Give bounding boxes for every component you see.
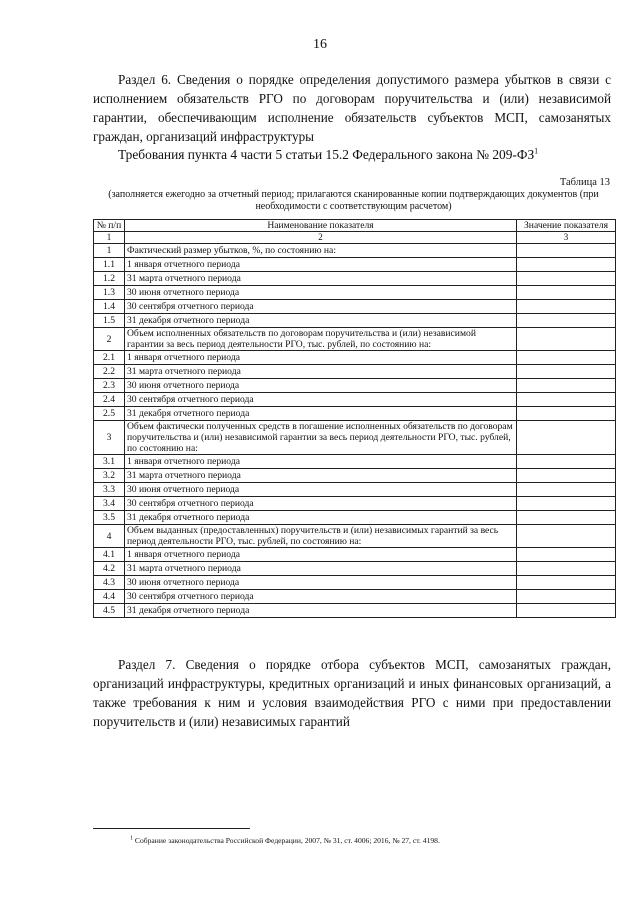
row-name: 30 сентября отчетного периода <box>125 497 517 511</box>
row-value <box>517 351 616 365</box>
row-number: 4.1 <box>94 548 125 562</box>
row-number: 4 <box>94 525 125 548</box>
footnote-divider <box>93 828 250 829</box>
section-6-heading: Раздел 6. Сведения о порядке определения допустимого размера убытков в связи с исполнением обязательств РГО по договорам поручительства и (или) независимой гарантии, обеспечивающим исполнение обязательств субъектов МСП, самозанятых граждан, организаций инфраструктуры <box>93 72 611 144</box>
row-name: 1 января отчетного периода <box>125 548 517 562</box>
row-name: 30 сентября отчетного периода <box>125 590 517 604</box>
row-number: 3.5 <box>94 511 125 525</box>
table-row <box>94 300 616 314</box>
column-number: 1 <box>94 232 125 244</box>
row-value <box>517 590 616 604</box>
table-row <box>94 351 616 365</box>
table-row <box>94 525 616 548</box>
footnote <box>130 836 610 845</box>
page-number: 16 <box>313 37 327 52</box>
row-number: 3 <box>94 421 125 455</box>
table-row <box>94 393 616 407</box>
row-name: 31 марта отчетного периода <box>125 562 517 576</box>
row-value <box>517 244 616 258</box>
row-name: 31 декабря отчетного периода <box>125 407 517 421</box>
row-value <box>517 393 616 407</box>
row-name: 1 января отчетного периода <box>125 455 517 469</box>
row-number: 1.3 <box>94 286 125 300</box>
row-value <box>517 300 616 314</box>
row-name: Объем фактически полученных средств в погашение исполненных обязательств по договорам поручительства и (или) независимой гарантии за весь период деятельности РГО, тыс. рублей, по состоянию на: <box>125 421 517 455</box>
table-row <box>94 455 616 469</box>
table-body <box>94 244 616 618</box>
row-number: 1.1 <box>94 258 125 272</box>
row-name: Объем исполненных обязательств по договорам поручительства и (или) независимой гарантии за весь период деятельности РГО, тыс. рублей, по состоянию на: <box>125 328 517 351</box>
table-row <box>94 258 616 272</box>
row-value <box>517 525 616 548</box>
column-number: 3 <box>517 232 616 244</box>
row-value <box>517 286 616 300</box>
row-name: 31 марта отчетного периода <box>125 272 517 286</box>
table-row <box>94 272 616 286</box>
row-name: 31 марта отчетного периода <box>125 365 517 379</box>
row-value <box>517 511 616 525</box>
row-name: 30 июня отчетного периода <box>125 286 517 300</box>
row-number: 2.1 <box>94 351 125 365</box>
row-value <box>517 328 616 351</box>
row-number: 2.4 <box>94 393 125 407</box>
row-value <box>517 407 616 421</box>
table-row <box>94 328 616 351</box>
row-number: 3.4 <box>94 497 125 511</box>
column-number-row <box>94 232 616 244</box>
table-row <box>94 562 616 576</box>
row-name: 30 сентября отчетного периода <box>125 393 517 407</box>
row-value <box>517 497 616 511</box>
row-value <box>517 258 616 272</box>
table-row <box>94 365 616 379</box>
row-value <box>517 455 616 469</box>
row-name: 1 января отчетного периода <box>125 258 517 272</box>
row-number: 1 <box>94 244 125 258</box>
footnote-text: Собрание законодательства Российской Федерации, 2007, № 31, ст. 4006; 2016, № 27, ст. 4198. <box>134 836 440 845</box>
row-value <box>517 365 616 379</box>
table-header-row <box>94 220 616 232</box>
row-number: 2.2 <box>94 365 125 379</box>
row-name: 1 января отчетного периода <box>125 351 517 365</box>
indicators-table <box>93 219 616 618</box>
row-number: 2.3 <box>94 379 125 393</box>
row-value <box>517 421 616 455</box>
table-row <box>94 469 616 483</box>
table-row <box>94 314 616 328</box>
table-row <box>94 483 616 497</box>
row-number: 4.2 <box>94 562 125 576</box>
row-number: 3.1 <box>94 455 125 469</box>
table-row <box>94 421 616 455</box>
row-value <box>517 272 616 286</box>
table-row <box>94 590 616 604</box>
table-caption: Таблица 13 <box>559 177 610 188</box>
row-name: 30 июня отчетного периода <box>125 576 517 590</box>
row-name: 31 декабря отчетного периода <box>125 604 517 618</box>
row-value <box>517 548 616 562</box>
table-row <box>94 407 616 421</box>
table-row <box>94 244 616 258</box>
row-name: Фактический размер убытков, %, по состоянию на: <box>125 244 517 258</box>
row-name: 31 марта отчетного периода <box>125 469 517 483</box>
row-name: 31 декабря отчетного периода <box>125 314 517 328</box>
row-number: 4.3 <box>94 576 125 590</box>
row-name: Объем выданных (предоставленных) поручительств и (или) независимых гарантий за весь период деятельности РГО, тыс. рублей, по состоянию на: <box>125 525 517 548</box>
section-7-heading: Раздел 7. Сведения о порядке отбора субъектов МСП, самозанятых граждан, организаций инфраструктуры, кредитных организаций и иных финансовых организаций, а также требования к ним и условия взаимодействия РГО с ними при предоставлении поручительств и (или) независимых гарантий <box>93 657 611 729</box>
row-value <box>517 379 616 393</box>
row-number: 4.5 <box>94 604 125 618</box>
header-name: Наименование показателя <box>125 220 517 232</box>
row-name: 31 декабря отчетного периода <box>125 511 517 525</box>
footnote-mark: 1 <box>130 835 133 842</box>
row-number: 1.2 <box>94 272 125 286</box>
row-name: 30 июня отчетного периода <box>125 483 517 497</box>
table-row <box>94 379 616 393</box>
requirement-line <box>118 146 598 164</box>
footnote-reference: 1 <box>534 146 539 156</box>
table-row <box>94 576 616 590</box>
row-number: 1.4 <box>94 300 125 314</box>
table-row <box>94 604 616 618</box>
row-value <box>517 469 616 483</box>
row-value <box>517 562 616 576</box>
row-value <box>517 483 616 497</box>
row-number: 1.5 <box>94 314 125 328</box>
header-number: № п/п <box>94 220 125 232</box>
row-value <box>517 576 616 590</box>
column-number: 2 <box>125 232 517 244</box>
row-value <box>517 604 616 618</box>
table-row <box>94 511 616 525</box>
row-number: 2 <box>94 328 125 351</box>
row-value <box>517 314 616 328</box>
table-row <box>94 286 616 300</box>
row-name: 30 июня отчетного периода <box>125 379 517 393</box>
row-number: 4.4 <box>94 590 125 604</box>
table-row <box>94 548 616 562</box>
row-number: 2.5 <box>94 407 125 421</box>
row-name: 30 сентября отчетного периода <box>125 300 517 314</box>
table-row <box>94 497 616 511</box>
table-note: (заполняется ежегодно за отчетный период; прилагаются сканированные копии подтверждающих документов (при необходимости с соответствующим расчетом) <box>108 189 599 212</box>
requirement-text: Требования пункта 4 части 5 статьи 15.2 Федерального закона № 209-ФЗ <box>118 147 535 162</box>
header-value: Значение показателя <box>517 220 616 232</box>
row-number: 3.2 <box>94 469 125 483</box>
row-number: 3.3 <box>94 483 125 497</box>
